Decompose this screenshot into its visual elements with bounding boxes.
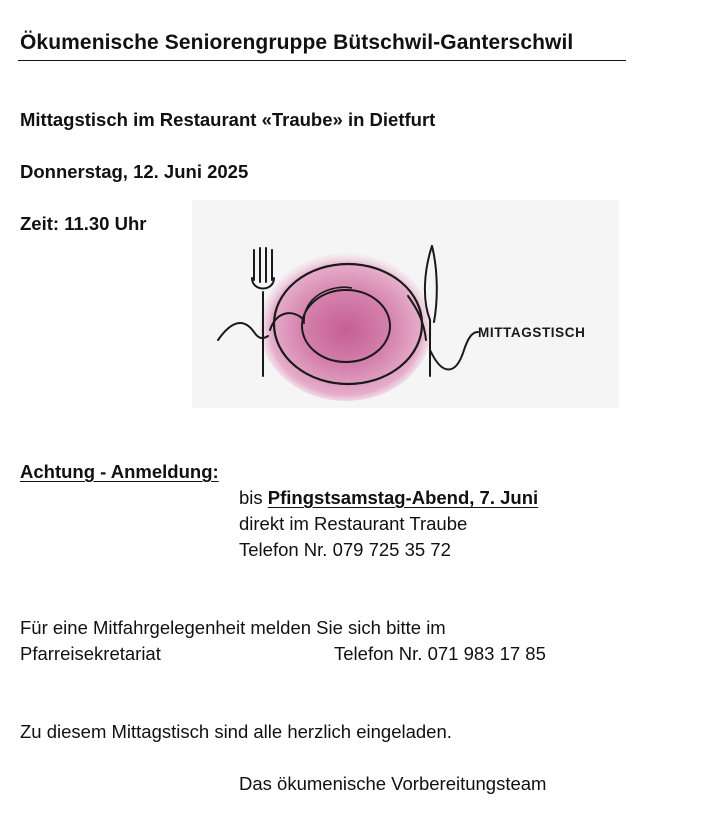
registration-heading: Achtung - Anmeldung:: [20, 461, 219, 482]
title-underline: [18, 60, 626, 61]
logo-text: MITTAGSTISCH: [478, 325, 586, 340]
ride-office: Pfarreisekretariat: [20, 643, 161, 664]
deadline-prefix: bis: [239, 487, 268, 508]
page-title: Ökumenische Seniorengruppe Bütschwil-Ganterschwil: [20, 31, 574, 54]
registration-deadline: Pfingstsamstag-Abend, 7. Juni: [267, 487, 539, 508]
registration-phone: Telefon Nr. 079 725 35 72: [239, 539, 451, 560]
signature: Das ökumenische Vorbereitungsteam: [239, 773, 547, 794]
plate-icon: [260, 253, 432, 401]
mittagstisch-logo: [192, 200, 619, 408]
event-date: Donnerstag, 12. Juni 2025: [20, 161, 249, 182]
ride-phone: Telefon Nr. 071 983 17 85: [334, 643, 546, 664]
invitation-text: Zu diesem Mittagstisch sind alle herzlich eingeladen.: [20, 721, 452, 742]
event-time: Zeit: 11.30 Uhr: [20, 213, 147, 234]
registration-location: direkt im Restaurant Traube: [239, 513, 468, 534]
registration-deadline-line: [239, 487, 538, 509]
ride-offer-text: Für eine Mitfahrgelegenheit melden Sie sich bitte im: [20, 617, 446, 638]
event-heading: Mittagstisch im Restaurant «Traube» in Dietfurt: [20, 109, 436, 130]
